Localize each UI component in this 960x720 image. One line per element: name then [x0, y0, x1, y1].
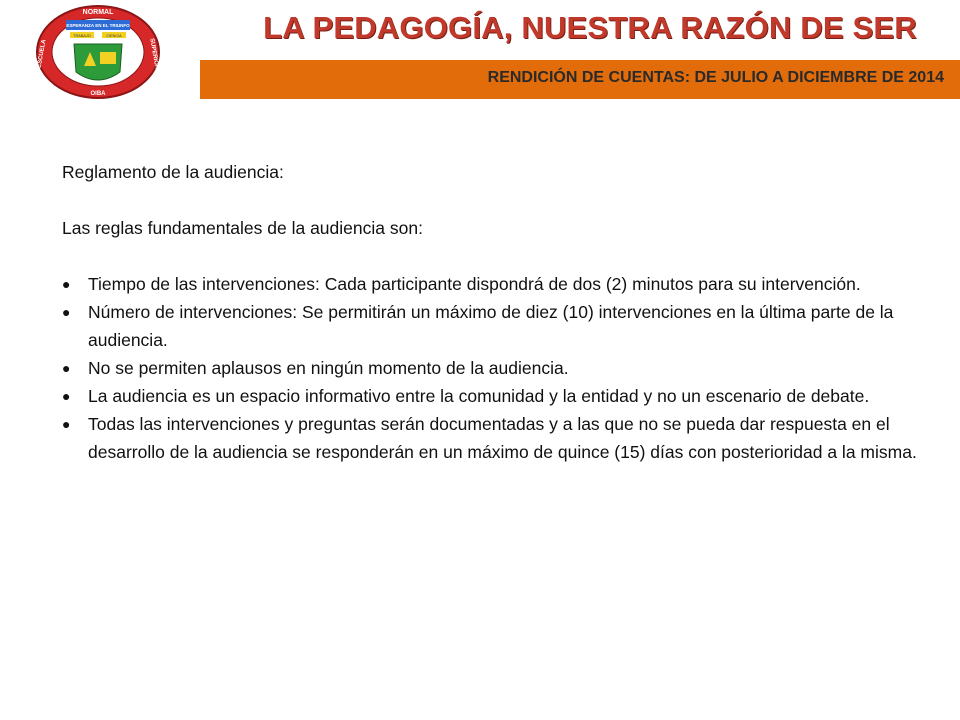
- slide-subtitle: RENDICIÓN DE CUENTAS: DE JULIO A DICIEMBRE DE 2014: [487, 69, 944, 86]
- rule-text: No se permiten aplausos en ningún momento de la audiencia.: [88, 358, 569, 378]
- filled-circle-bullet-icon: ●: [62, 416, 71, 432]
- filled-circle-bullet-icon: ●: [62, 360, 71, 376]
- rules-list: [62, 270, 918, 466]
- seal-ribbon-left: TRABAJO: [73, 34, 91, 38]
- rule-text: La audiencia es un espacio informativo entre la comunidad y la entidad y no un escenario de debate.: [88, 386, 870, 406]
- slide-body: [62, 158, 918, 466]
- intro-text: Las reglas fundamentales de la audiencia son:: [62, 218, 423, 238]
- rule-text: Todas las intervenciones y preguntas serán documentadas y a las que no se pueda dar respuesta en el desarrollo de la audiencia se responderán en un máximo de quince (15) días con posterioridad a la misma.: [88, 414, 917, 462]
- subtitle-bar: [200, 60, 960, 99]
- rule-text: Tiempo de las intervenciones: Cada participante dispondrá de dos (2) minutos para su intervención.: [88, 274, 861, 294]
- seal-text-bottom: OIBA: [90, 91, 106, 97]
- seal-text-top: NORMAL: [82, 9, 114, 16]
- rule-item: [62, 354, 918, 382]
- rule-item: [62, 298, 918, 354]
- slide-title: LA PEDAGOGÍA, NUESTRA RAZÓN DE SER: [263, 10, 917, 45]
- rule-item: [62, 382, 918, 410]
- seal-text-left: ESCUELA: [36, 39, 48, 69]
- seal-banner-text: ESPERANZA EN EL TRIUNFO: [66, 23, 130, 28]
- rule-item: [62, 410, 918, 466]
- spacer: [62, 242, 918, 270]
- section-heading: Reglamento de la audiencia:: [62, 162, 284, 182]
- filled-circle-bullet-icon: ●: [62, 304, 71, 320]
- spacer: [62, 186, 918, 214]
- rule-item: [62, 270, 918, 298]
- filled-circle-bullet-icon: ●: [62, 276, 71, 292]
- seal-ribbon-right: CIENCIA: [106, 34, 122, 38]
- filled-circle-bullet-icon: ●: [62, 388, 71, 404]
- school-seal-icon: [34, 4, 162, 100]
- seal-text-right: SUPERIOR: [148, 37, 160, 70]
- school-seal-graphic: [34, 4, 162, 100]
- rule-text: Número de intervenciones: Se permitirán un máximo de diez (10) intervenciones en la última parte de la audiencia.: [88, 302, 894, 350]
